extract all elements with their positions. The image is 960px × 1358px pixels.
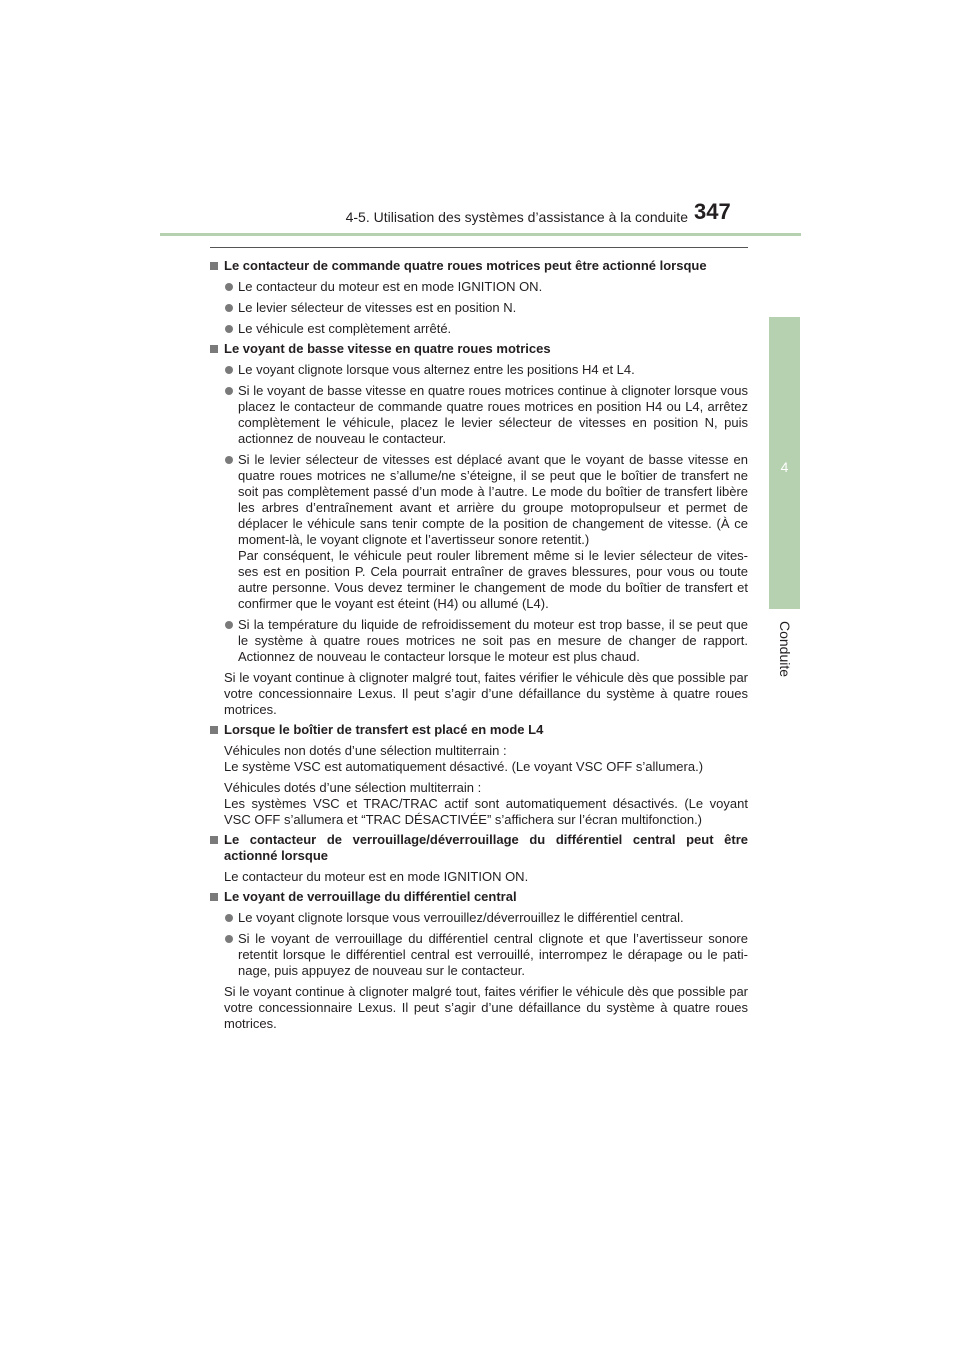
list-item-text: Le contacteur du moteur est en mode IGNITION ON. — [238, 279, 543, 294]
round-bullet-icon — [225, 621, 233, 629]
list-item — [210, 362, 748, 378]
list-item — [210, 383, 748, 447]
section-heading — [210, 889, 748, 905]
header-rule — [160, 233, 801, 236]
list-item — [210, 452, 748, 612]
round-bullet-icon — [225, 325, 233, 333]
list-item — [210, 910, 748, 926]
section-heading — [210, 722, 748, 738]
square-bullet-icon — [210, 262, 218, 270]
chapter-label-text: Conduite — [777, 620, 793, 678]
round-bullet-icon — [225, 304, 233, 312]
list-item-text: Si le levier sélecteur de vitesses est déplacé avant que le voyant de basse vitesse en quatre roues motrices ne s’allume/ne s’éteigne, il se peut que le boîtier de transfert ne soit pas complètement passé d’un mode à l’autre. Le mode du boîtier de transfert libère les arbres d’entraînement avant et arrière du groupe motopropulseur et permet de déplacer le véhicule sans tenir compte de la position de changement de vitesse. (À ce moment-là, le voyant clignote et l’avertisseur sonore retentit.) — [238, 452, 748, 547]
page-content — [210, 254, 748, 1032]
list-item-text: Si la température du liquide de refroidissement du moteur est trop basse, il se peut que le système à quatre roues motrices ne soit pas en mesure de changer de rapport. Actionnez de nouveau le contacteur lorsque le moteur est plus chaud. — [238, 617, 748, 664]
list-item-text: Si le voyant de verrouillage du différentiel central clignote et que l’avertisseur sonore retentit lorsque le différentiel central est verrouillé, interrompez le dérapage ou le pati-nage, puis appuyez de nouveau sur le contacteur. — [238, 931, 748, 978]
list-item-text: Si le voyant de basse vitesse en quatre roues motrices continue à clignoter lorsque vous placez le contacteur de commande quatre roues motrices en position H4 ou L4, arrêtez complètement le véhicule, placez le levier sélecteur de vitesses en position N, puis actionnez de nouveau le contacteur. — [238, 383, 748, 446]
section-heading — [210, 341, 748, 357]
square-bullet-icon — [210, 836, 218, 844]
list-item-text: Le voyant clignote lorsque vous alternez entre les positions H4 et L4. — [238, 362, 635, 377]
round-bullet-icon — [225, 387, 233, 395]
list-item — [210, 321, 748, 337]
chapter-tab — [769, 317, 800, 609]
list-item-text: Le levier sélecteur de vitesses est en position N. — [238, 300, 517, 315]
paragraph — [210, 780, 748, 828]
paragraph: Si le voyant continue à clignoter malgré tout, faites vérifier le véhicule dès que possible par votre concessionnaire Lexus. Il peut s’agir d’une défaillance du système à quatre roues motrices. — [224, 670, 748, 717]
heading-text: Lorsque le boîtier de transfert est placé en mode L4 — [224, 722, 544, 737]
list-item-text: Le véhicule est complètement arrêté. — [238, 321, 452, 336]
paragraph-line: Le système VSC est automatiquement désactivé. (Le voyant VSC OFF s’allumera.) — [224, 759, 704, 774]
section-heading — [210, 258, 748, 274]
section-heading — [210, 832, 748, 864]
round-bullet-icon — [225, 456, 233, 464]
heading-text: Le voyant de verrouillage du différentiel central — [224, 889, 517, 904]
chapter-label — [768, 619, 802, 679]
heading-text: Le contacteur de commande quatre roues motrices peut être actionné lorsque — [224, 258, 707, 273]
list-item-continuation: Par conséquent, le véhicule peut rouler librement même si le levier sélecteur de vites-ses est en position P. Cela pourrait entraîner de graves blessures, pour vous ou toute autre personne. Vous devez terminer le changement de mode du boîtier de transfert et confirmer que le voyant est éteint (H4) ou allumé (L4). — [238, 548, 748, 611]
section-title: 4-5. Utilisation des systèmes d’assistance à la conduite — [345, 209, 688, 225]
round-bullet-icon — [225, 283, 233, 291]
list-item — [210, 931, 748, 979]
paragraph: Si le voyant continue à clignoter malgré tout, faites vérifier le véhicule dès que possible par votre concessionnaire Lexus. Il peut s’agir d’une défaillance du système à quatre roues motrices. — [224, 984, 748, 1031]
round-bullet-icon — [225, 366, 233, 374]
square-bullet-icon — [210, 893, 218, 901]
square-bullet-icon — [210, 726, 218, 734]
page-number: 347 — [694, 199, 731, 224]
list-item — [210, 617, 748, 665]
list-item — [210, 279, 748, 295]
paragraph-line: Les systèmes VSC et TRAC/TRAC actif sont automatiquement désactivés. (Le voyant VSC OFF s’allumera et “TRAC DÉSACTIVÉE” s’affichera sur l’écran multifonction.) — [224, 796, 748, 827]
round-bullet-icon — [225, 914, 233, 922]
heading-text: Le voyant de basse vitesse en quatre roues motrices — [224, 341, 551, 356]
round-bullet-icon — [225, 935, 233, 943]
heading-text: Le contacteur de verrouillage/déverrouillage du différentiel central peut être actionné lorsque — [224, 832, 748, 863]
list-item-text: Le voyant clignote lorsque vous verrouillez/déverrouillez le différentiel central. — [238, 910, 684, 925]
list-item — [210, 300, 748, 316]
paragraph — [210, 743, 748, 775]
square-bullet-icon — [210, 345, 218, 353]
chapter-number: 4 — [780, 459, 789, 475]
paragraph-line: Véhicules dotés d’une sélection multiterrain : — [224, 780, 482, 795]
paragraph-line: Véhicules non dotés d’une sélection multiterrain : — [224, 743, 507, 758]
paragraph: Le contacteur du moteur est en mode IGNITION ON. — [224, 869, 529, 884]
content-rule — [210, 247, 748, 248]
